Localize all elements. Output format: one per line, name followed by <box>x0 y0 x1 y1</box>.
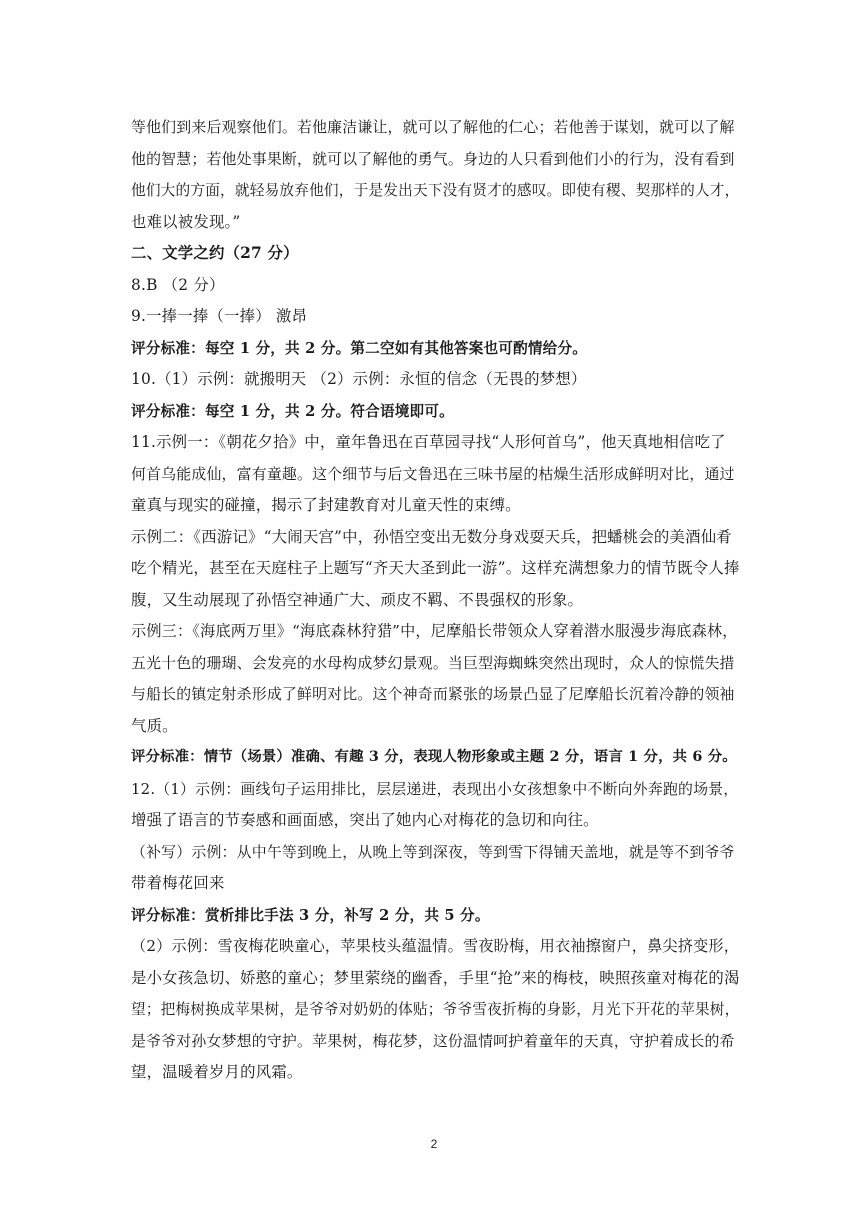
answer-line: 童真与现实的碰撞，揭示了封建教育对儿童天性的束缚。 <box>131 496 521 514</box>
answer-line: 10.（1）示例：就搬明天 （2）示例：永恒的信念（无畏的梦想） <box>131 370 587 388</box>
answer-line: 与船长的镇定射杀形成了鲜明对比。这个神奇而紧张的场景凸显了尼摩船长沉着冷静的领袖 <box>131 685 735 703</box>
text-line: 等他们到来后观察他们。若他廉洁谦让，就可以了解他的仁心；若他善于谋划，就可以了解 <box>131 118 735 136</box>
page-number: 2 <box>430 1137 438 1151</box>
answer-line: 8.B （2 分） <box>131 275 225 294</box>
text-line: 也难以被发现。” <box>131 212 241 231</box>
answer-line: 腹，又生动展现了孙悟空神通广大、顽皮不羁、不畏强权的形象。 <box>131 590 584 609</box>
answer-line: 11.示例一：《朝花夕拾》中，童年鲁迅在百草园寻找“人形何首乌”，他天真地相信吃了 <box>131 433 726 451</box>
answer-line: 何首乌能成仙，富有童趣。这个细节与后文鲁迅在三味书屋的枯燥生活形成鲜明对比，通过 <box>131 464 735 483</box>
answer-line: 示例二：《西游记》“大闹天宫”中，孙悟空变出无数分身戏耍天兵，把蟠桃会的美酒仙肴 <box>131 527 732 546</box>
scoring-criteria: 评分标准：每空 1 分，共 2 分。第二空如有其他答案也可酌情给分。 <box>131 339 588 357</box>
answer-line: 气质。 <box>131 716 178 735</box>
section-heading: 二、文学之约（27 分） <box>131 244 299 262</box>
text-line: 他们大的方面，就轻易放弃他们，于是发出天下没有贤才的感叹。即使有稷、契那样的人才， <box>131 182 740 199</box>
answer-line: 带着梅花回来 <box>131 874 225 892</box>
document-body <box>131 112 741 1089</box>
scoring-criteria: 评分标准：赏析排比手法 3 分，补写 2 分，共 5 分。 <box>131 906 490 924</box>
answer-line: 望；把梅树换成苹果树，是爷爷对奶奶的体贴；爷爷雪夜折梅的身影，月光下开花的苹果树， <box>131 1001 740 1018</box>
answer-line: 12.（1）示例：画线句子运用排比，层层递进，表现出小女孩想象中不断向外奔跑的场景， <box>131 779 739 798</box>
answer-line: 增强了语言的节奏感和画面感，突出了她内心对梅花的急切和向往。 <box>131 811 599 829</box>
scoring-criteria: 评分标准：每空 1 分，共 2 分。符合语境即可。 <box>131 402 454 420</box>
answer-line: 吃个精光，甚至在天庭柱子上题写“齐天大圣到此一游”。这样充满想象力的情节既令人捧 <box>131 559 740 577</box>
scoring-criteria: 评分标准：情节（场景）准确、有趣 3 分，表现人物形象或主题 2 分，语言 1 分，共 6 分。 <box>131 749 737 765</box>
answer-line: 望，温暖着岁月的风霜。 <box>131 1063 303 1081</box>
answer-line: 9.一捧一捧（一捧） 激昂 <box>131 307 308 325</box>
answer-line: （2）示例：雪夜梅花映童心，苹果枝头蕴温情。雪夜盼梅，用衣袖擦窗户，鼻尖挤变形， <box>131 937 740 955</box>
answer-line: 五光十色的珊瑚、会发亮的水母构成梦幻景观。当巨型海蜘蛛突然出现时，众人的惊慌失措 <box>131 653 735 672</box>
answer-line: 是爷爷对孙女梦想的守护。苹果树，梅花梦，这份温情呵护着童年的天真，守护着成长的希 <box>131 1031 735 1050</box>
answer-line: （补写）示例：从中午等到晚上，从晚上等到深夜，等到雪下得铺天盖地，就是等不到爷爷 <box>131 842 735 861</box>
answer-line: 示例三：《海底两万里》“海底森林狩猎”中，尼摩船长带领众人穿着潜水服漫步海底森林， <box>131 622 738 640</box>
answer-line: 是小女孩急切、娇憨的童心；梦里萦绕的幽香，手里“抢”来的梅枝，映照孩童对梅花的渴 <box>131 968 740 987</box>
text-line: 他的智慧；若他处事果断，就可以了解他的勇气。身边的人只看到他们小的行为，没有看到 <box>131 149 735 168</box>
